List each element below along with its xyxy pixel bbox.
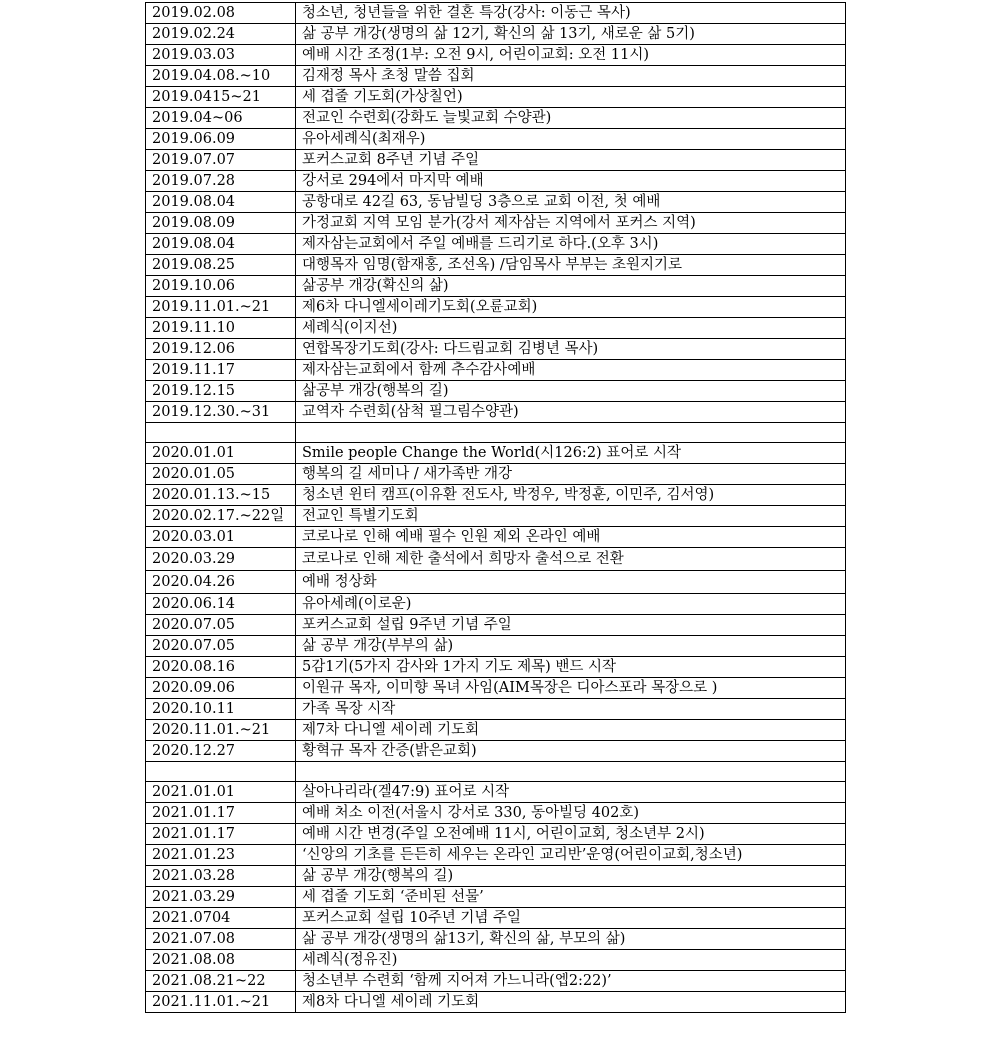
table-row <box>146 908 846 929</box>
table-row <box>146 636 846 657</box>
date-cell <box>146 423 296 443</box>
event-cell: Smile people Change the World(시126:2) 표어로 시작 <box>296 443 846 464</box>
date-cell: 2019.08.04 <box>146 234 296 255</box>
date-cell: 2019.11.01.~21 <box>146 297 296 318</box>
table-row <box>146 971 846 992</box>
event-cell: 이원규 목자, 이미향 목녀 사임(AIM목장은 디아스포라 목장으로 ) <box>296 678 846 699</box>
event-cell: 삶 공부 개강(생명의 삶 12기, 확신의 삶 13기, 새로운 삶 5기) <box>296 24 846 45</box>
table-row <box>146 66 846 87</box>
table-row <box>146 276 846 297</box>
table-row <box>146 929 846 950</box>
church-history-table <box>145 2 846 1013</box>
date-cell: 2020.01.01 <box>146 443 296 464</box>
date-cell: 2019.11.10 <box>146 318 296 339</box>
event-cell: 세 겹줄 기도회(가상칠언) <box>296 87 846 108</box>
spacer-row <box>146 762 846 782</box>
date-cell: 2020.03.29 <box>146 548 296 571</box>
date-cell: 2021.01.01 <box>146 782 296 803</box>
event-cell: 삶 공부 개강(생명의 삶13기, 확신의 삶, 부모의 삶) <box>296 929 846 950</box>
date-cell: 2020.01.13.~15 <box>146 485 296 506</box>
date-cell: 2019.0415~21 <box>146 87 296 108</box>
event-cell: 코로나로 인해 예배 필수 인원 제외 온라인 예배 <box>296 527 846 548</box>
event-cell: 가정교회 지역 모임 분가(강서 제자삼는 지역에서 포커스 지역) <box>296 213 846 234</box>
table-row <box>146 87 846 108</box>
table-row <box>146 3 846 24</box>
table-row <box>146 297 846 318</box>
event-cell: 전교인 특별기도회 <box>296 506 846 527</box>
table-row <box>146 678 846 699</box>
table-row <box>146 615 846 636</box>
event-cell: 삶공부 개강(행복의 길) <box>296 381 846 402</box>
date-cell: 2021.01.17 <box>146 824 296 845</box>
event-cell: 제7차 다니엘 세이레 기도회 <box>296 720 846 741</box>
date-cell: 2021.08.08 <box>146 950 296 971</box>
date-cell: 2020.07.05 <box>146 615 296 636</box>
date-cell: 2020.11.01.~21 <box>146 720 296 741</box>
date-cell: 2021.03.29 <box>146 887 296 908</box>
table-row <box>146 339 846 360</box>
event-cell: 세례식(이지선) <box>296 318 846 339</box>
date-cell <box>146 762 296 782</box>
date-cell: 2020.12.27 <box>146 741 296 762</box>
event-cell: 유아세례식(최재우) <box>296 129 846 150</box>
event-cell: 강서로 294에서 마지막 예배 <box>296 171 846 192</box>
date-cell: 2019.03.03 <box>146 45 296 66</box>
event-cell: 김재정 목사 초청 말씀 집회 <box>296 66 846 87</box>
table-row <box>146 845 846 866</box>
event-cell: 포커스교회 설립 9주년 기념 주일 <box>296 615 846 636</box>
event-cell: 삶 공부 개강(행복의 길) <box>296 866 846 887</box>
table-row <box>146 506 846 527</box>
event-cell: 제자삼는교회에서 주일 예배를 드리기로 하다.(오후 3시) <box>296 234 846 255</box>
table-row <box>146 192 846 213</box>
event-cell: 살아나리라(겔47:9) 표어로 시작 <box>296 782 846 803</box>
date-cell: 2019.12.06 <box>146 339 296 360</box>
event-cell: 코로나로 인해 제한 출석에서 희망자 출석으로 전환 <box>296 548 846 571</box>
table-row <box>146 360 846 381</box>
table-row <box>146 741 846 762</box>
event-cell: 공항대로 42길 63, 동남빌딩 3층으로 교회 이전, 첫 예배 <box>296 192 846 213</box>
event-cell: 포커스교회 8주년 기념 주일 <box>296 150 846 171</box>
event-cell: 청소년 윈터 캠프(이유환 전도사, 박정우, 박정훈, 이민주, 김서영) <box>296 485 846 506</box>
event-cell: 세 겹줄 기도회 ‘준비된 선물’ <box>296 887 846 908</box>
date-cell: 2019.04~06 <box>146 108 296 129</box>
table-row <box>146 443 846 464</box>
table-row <box>146 950 846 971</box>
table-row <box>146 402 846 423</box>
event-cell: 포커스교회 설립 10주년 기념 주일 <box>296 908 846 929</box>
event-cell: 가족 목장 시작 <box>296 699 846 720</box>
date-cell: 2019.12.30.~31 <box>146 402 296 423</box>
table-row <box>146 548 846 571</box>
event-cell: 제8차 다니엘 세이레 기도회 <box>296 992 846 1013</box>
event-cell: 세례식(정유진) <box>296 950 846 971</box>
spacer-row <box>146 423 846 443</box>
event-cell: 황혁규 목자 간증(밝은교회) <box>296 741 846 762</box>
event-cell: 예배 시간 변경(주일 오전예배 11시, 어린이교회, 청소년부 2시) <box>296 824 846 845</box>
date-cell: 2019.02.24 <box>146 24 296 45</box>
date-cell: 2020.08.16 <box>146 657 296 678</box>
table-row <box>146 108 846 129</box>
date-cell: 2019.04.08.~10 <box>146 66 296 87</box>
date-cell: 2020.07.05 <box>146 636 296 657</box>
event-cell: 예배 시간 조정(1부: 오전 9시, 어린이교회: 오전 11시) <box>296 45 846 66</box>
date-cell: 2019.02.08 <box>146 3 296 24</box>
event-cell <box>296 762 846 782</box>
date-cell: 2020.02.17.~22일 <box>146 506 296 527</box>
date-cell: 2020.01.05 <box>146 464 296 485</box>
event-cell: 대행목자 임명(함재홍, 조선옥) /담임목사 부부는 초원지기로 <box>296 255 846 276</box>
date-cell: 2019.07.07 <box>146 150 296 171</box>
table-row <box>146 24 846 45</box>
church-history-table-body <box>146 3 846 1013</box>
event-cell: ‘신앙의 기초를 든든히 세우는 온라인 교리반’운영(어린이교회,청소년) <box>296 845 846 866</box>
date-cell: 2020.03.01 <box>146 527 296 548</box>
table-row <box>146 782 846 803</box>
date-cell: 2021.03.28 <box>146 866 296 887</box>
table-row <box>146 234 846 255</box>
date-cell: 2019.06.09 <box>146 129 296 150</box>
date-cell: 2019.11.17 <box>146 360 296 381</box>
table-row <box>146 464 846 485</box>
table-row <box>146 594 846 615</box>
event-cell: 청소년, 청년들을 위한 결혼 특강(강사: 이동근 목사) <box>296 3 846 24</box>
date-cell: 2019.08.09 <box>146 213 296 234</box>
event-cell: 제자삼는교회에서 함께 추수감사예배 <box>296 360 846 381</box>
table-row <box>146 485 846 506</box>
table-row <box>146 657 846 678</box>
table-row <box>146 527 846 548</box>
table-row <box>146 992 846 1013</box>
table-row <box>146 381 846 402</box>
date-cell: 2019.10.06 <box>146 276 296 297</box>
event-cell: 교역자 수련회(삼척 필그림수양관) <box>296 402 846 423</box>
table-row <box>146 45 846 66</box>
date-cell: 2021.01.17 <box>146 803 296 824</box>
date-cell: 2019.08.04 <box>146 192 296 213</box>
event-cell <box>296 423 846 443</box>
event-cell: 청소년부 수련회 ‘함께 지어져 가느니라(엡2:22)’ <box>296 971 846 992</box>
date-cell: 2019.12.15 <box>146 381 296 402</box>
date-cell: 2019.08.25 <box>146 255 296 276</box>
date-cell: 2020.10.11 <box>146 699 296 720</box>
table-row <box>146 171 846 192</box>
date-cell: 2021.01.23 <box>146 845 296 866</box>
table-row <box>146 571 846 594</box>
date-cell: 2021.0704 <box>146 908 296 929</box>
table-row <box>146 318 846 339</box>
table-row <box>146 887 846 908</box>
table-row <box>146 213 846 234</box>
event-cell: 행복의 길 세미나 / 새가족반 개강 <box>296 464 846 485</box>
date-cell: 2020.04.26 <box>146 571 296 594</box>
table-row <box>146 129 846 150</box>
event-cell: 유아세례(이로운) <box>296 594 846 615</box>
event-cell: 삶 공부 개강(부부의 삶) <box>296 636 846 657</box>
table-row <box>146 824 846 845</box>
event-cell: 예배 정상화 <box>296 571 846 594</box>
table-row <box>146 255 846 276</box>
table-row <box>146 699 846 720</box>
event-cell: 전교인 수련회(강화도 늘빛교회 수양관) <box>296 108 846 129</box>
event-cell: 5감1기(5가지 감사와 1가지 기도 제목) 밴드 시작 <box>296 657 846 678</box>
event-cell: 삶공부 개강(확신의 삶) <box>296 276 846 297</box>
date-cell: 2019.07.28 <box>146 171 296 192</box>
table-row <box>146 720 846 741</box>
table-row <box>146 150 846 171</box>
event-cell: 제6차 다니엘세이레기도회(오륜교회) <box>296 297 846 318</box>
date-cell: 2021.08.21~22 <box>146 971 296 992</box>
date-cell: 2021.07.08 <box>146 929 296 950</box>
date-cell: 2020.06.14 <box>146 594 296 615</box>
date-cell: 2020.09.06 <box>146 678 296 699</box>
date-cell: 2021.11.01.~21 <box>146 992 296 1013</box>
event-cell: 연합목장기도회(강사: 다드림교회 김병년 목사) <box>296 339 846 360</box>
table-row <box>146 866 846 887</box>
event-cell: 예배 처소 이전(서울시 강서로 330, 동아빌딩 402호) <box>296 803 846 824</box>
table-row <box>146 803 846 824</box>
